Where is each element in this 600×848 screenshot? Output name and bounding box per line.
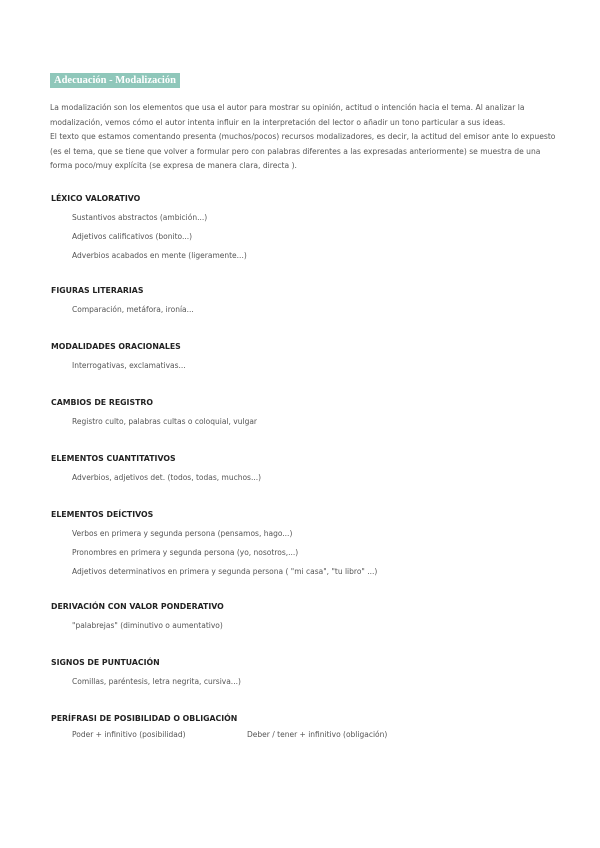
- section-modalidades-oracionales: [51, 341, 186, 375]
- list-item: Pronombres en primera y segunda persona (yo, nosotros,...): [72, 548, 299, 557]
- list-item: Adjetivos calificativos (bonito...): [72, 232, 193, 241]
- intro-paragraph: La modalización son los elementos que usa el autor para mostrar su opinión, actitud o intención hacia el tema. Al analizar la modalización, vemos cómo el autor intenta influir en la interpretación del lector o añadir un tono particular a sus ideas.: [50, 103, 525, 127]
- list-item: Verbos en primera y segunda persona (pensamos, hago...): [72, 529, 293, 538]
- list-item: Sustantivos abstractos (ambición...): [72, 213, 208, 222]
- section-heading: MODALIDADES ORACIONALES: [51, 342, 181, 351]
- item-row: [51, 725, 387, 744]
- list-item: Comillas, paréntesis, letra negrita, cursiva...): [72, 677, 241, 686]
- document-title: Adecuación - Modalización: [50, 73, 180, 88]
- section-signos-puntuacion: [51, 657, 241, 691]
- section-heading: DERIVACIÓN CON VALOR PONDERATIVO: [51, 602, 224, 611]
- section-heading: LÉXICO VALORATIVO: [51, 194, 141, 203]
- list-item: Deber / tener + infinitivo (obligación): [247, 730, 388, 739]
- list-item: Adjetivos determinativos en primera y segunda persona ( "mi casa", "tu libro" ...): [72, 567, 378, 576]
- section-derivacion: [51, 601, 224, 635]
- section-heading: SIGNOS DE PUNTUACIÓN: [51, 658, 160, 667]
- section-heading: PERÍFRASI DE POSIBILIDAD O OBLIGACIÓN: [51, 714, 238, 723]
- section-heading: ELEMENTOS DEÍCTIVOS: [51, 510, 154, 519]
- list-item: Registro culto, palabras cultas o coloquial, vulgar: [72, 417, 258, 426]
- section-elementos-cuantitativos: [51, 453, 261, 487]
- section-heading: ELEMENTOS CUANTITATIVOS: [51, 454, 176, 463]
- intro-text: [50, 101, 560, 174]
- section-figuras-literarias: [51, 285, 194, 319]
- list-item: Adverbios, adjetivos det. (todos, todas, muchos...): [72, 473, 262, 482]
- section-lexico-valorativo: [51, 193, 247, 265]
- section-perifrasis: [51, 713, 387, 744]
- intro-paragraph: El texto que estamos comentando presenta (muchos/pocos) recursos modalizadores, es decir, la actitud del emisor ante lo expuesto (es el tema, que se tiene que volver a formular pero con palabras diferentes a las expresadas anteriormente) se muestra de una forma poco/muy explícita (se expresa de manera clara, directa ).: [50, 132, 556, 171]
- section-elementos-deicticos: [51, 509, 377, 581]
- list-item: Adverbios acabados en mente (ligeramente...): [72, 251, 247, 260]
- list-item: "palabrejas" (diminutivo o aumentativo): [72, 621, 223, 630]
- section-cambios-registro: [51, 397, 257, 431]
- section-heading: CAMBIOS DE REGISTRO: [51, 398, 154, 407]
- section-heading: FIGURAS LITERARIAS: [51, 286, 144, 295]
- list-item: Comparación, metáfora, ironía...: [72, 305, 194, 314]
- list-item: Interrogativas, exclamativas...: [72, 361, 186, 370]
- list-item: Poder + infinitivo (posibilidad): [72, 730, 186, 739]
